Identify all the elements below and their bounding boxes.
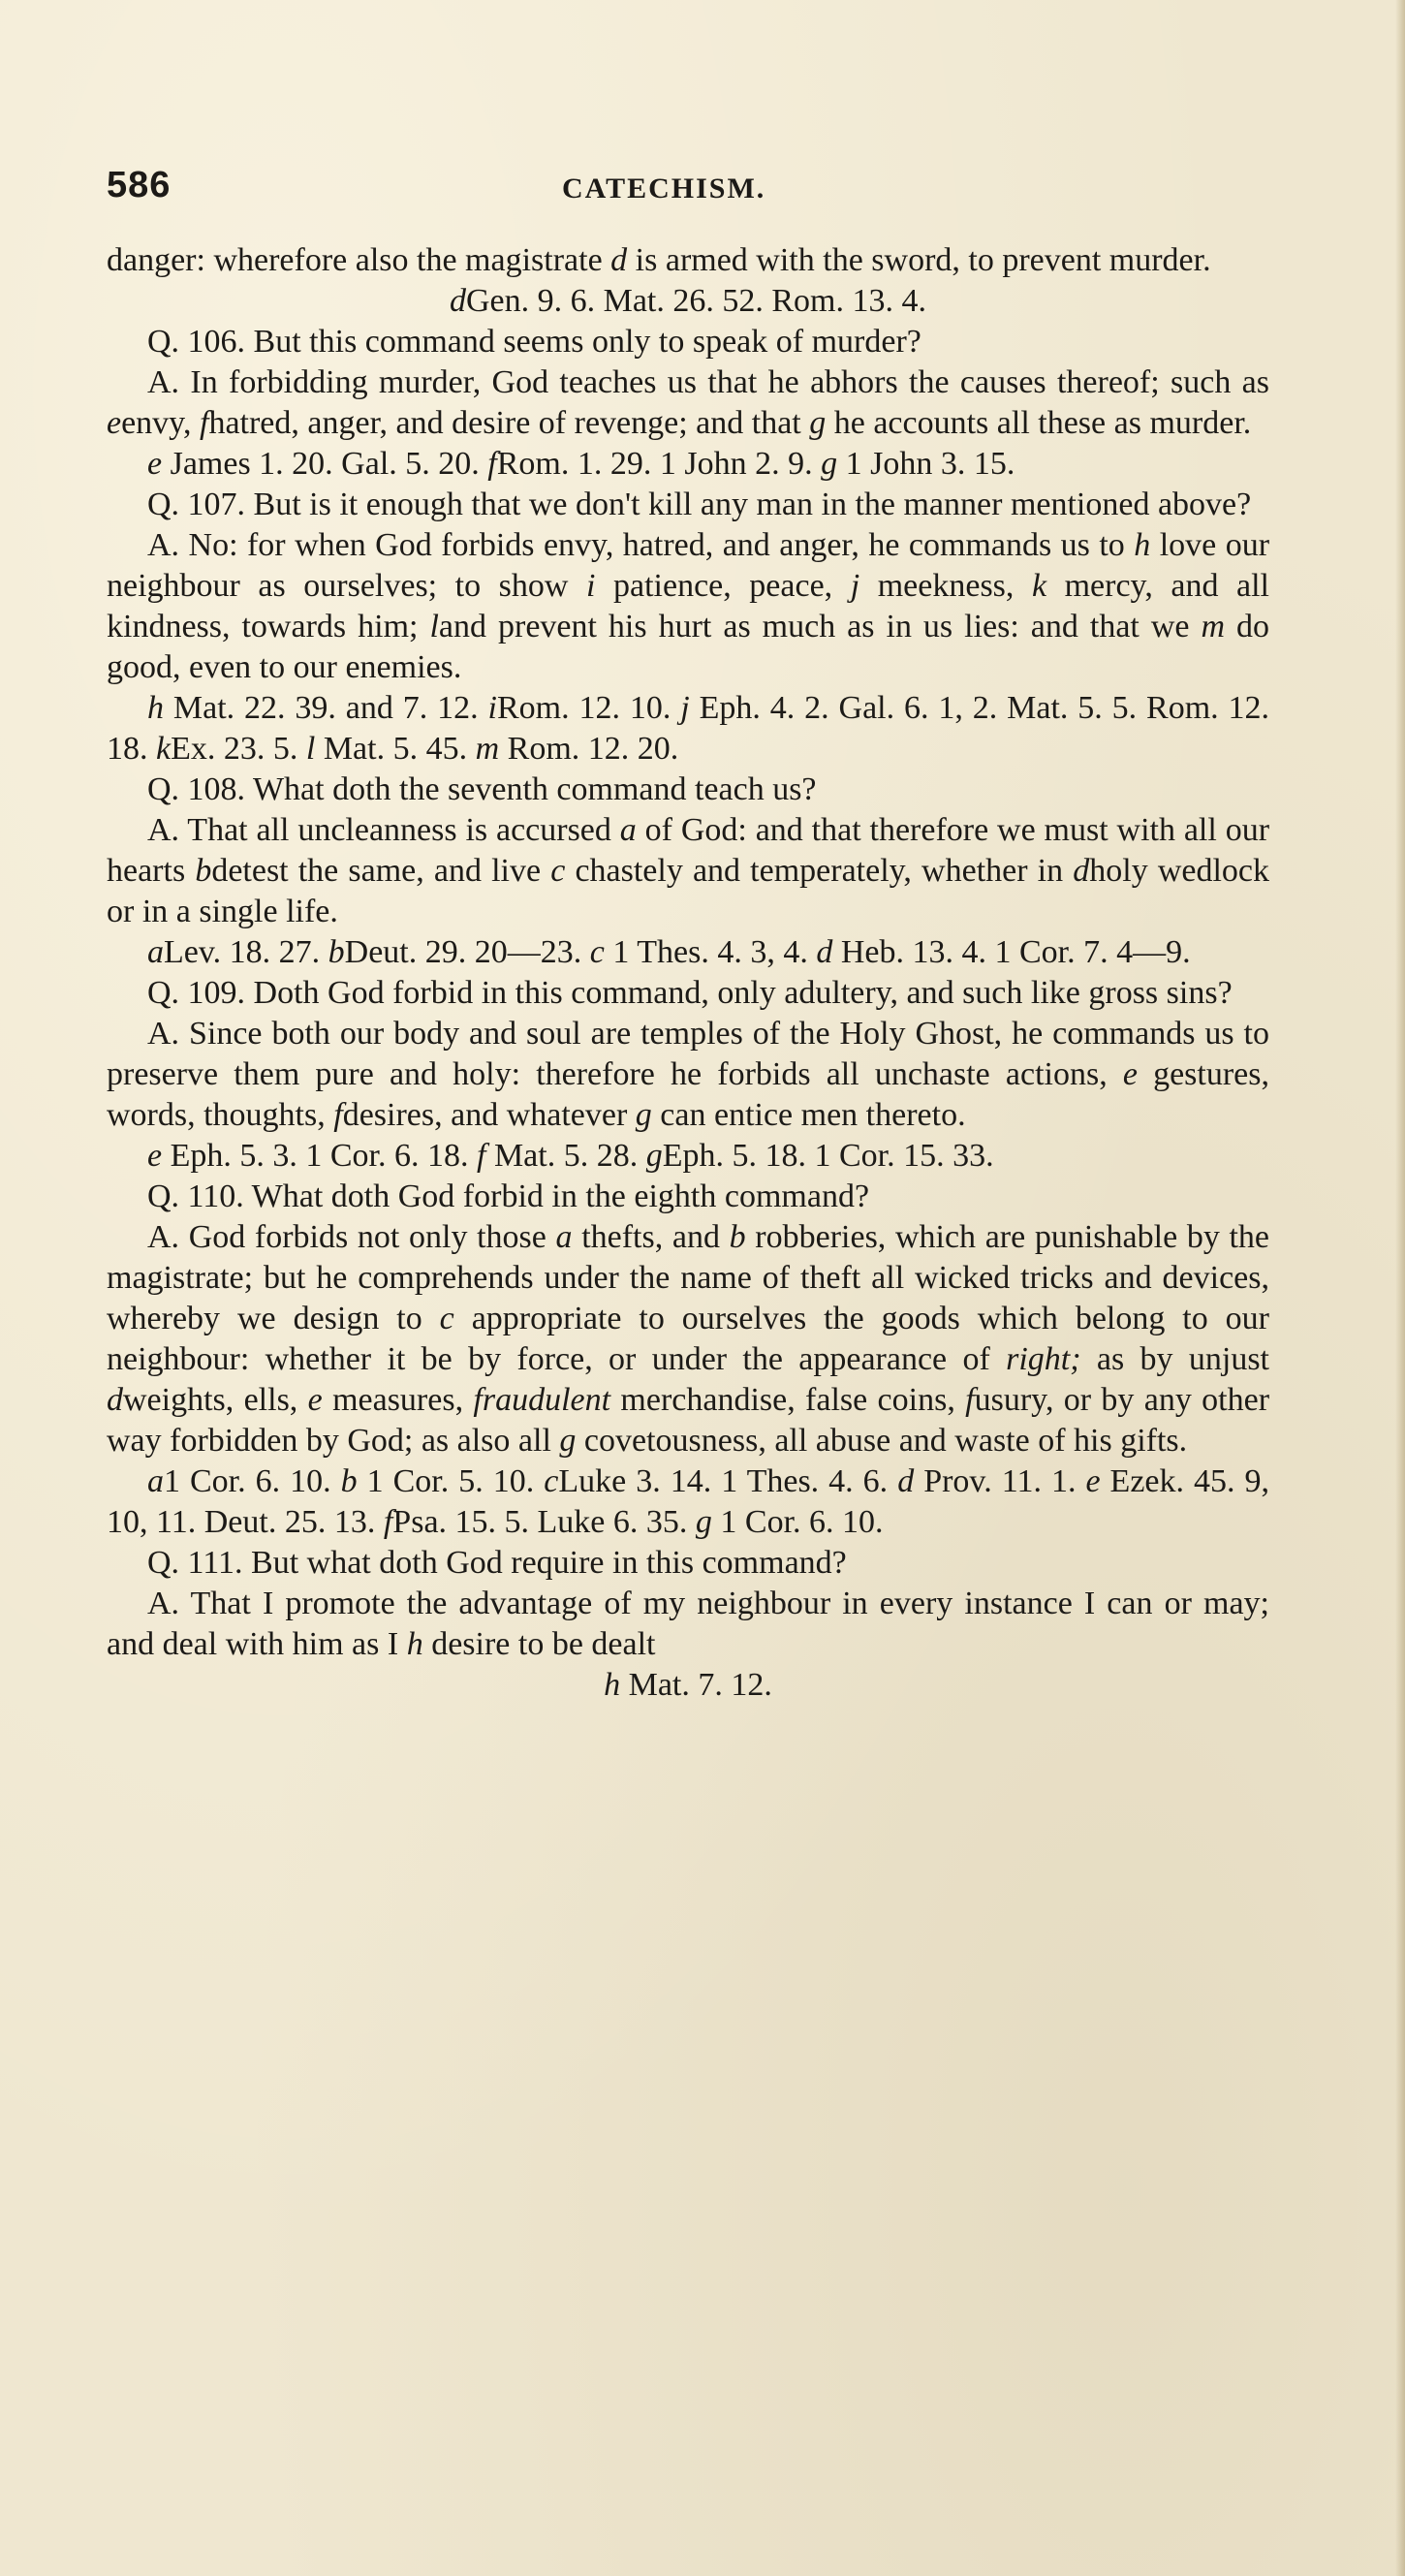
answer-110: A. God forbids not only those a thefts, and b robberies, which are punishable by the magistrate; but he comprehends under the name of theft all wicked tricks and devices, whereby we design to c appropriate to ourselves the goods which belong to our neighbour: whether it be by force, or under the appearance of right; as by unjust dweights, ells, e measures, fraudulent merchandise, false coins, fusury, or by any other way forbidden by God; as also all g covetousness, all abuse and waste of his gifts.	[107, 1219, 1270, 1459]
scripture-reference: aLev. 18. 27. bDeut. 29. 20—23. c 1 Thes. 4. 3, 4. d Heb. 13. 4. 1 Cor. 7. 4—9.	[147, 934, 1191, 970]
question-106: Q. 106. But this command seems only to speak of murder?	[147, 324, 921, 360]
page-edge-shadow	[1395, 0, 1405, 2576]
answer-109: A. Since both our body and soul are temples of the Holy Ghost, he commands us to preserve them pure and holy: therefore he forbids all unchaste actions, e gestures, words, thoughts, fdesires, and whatever g can entice men thereto.	[107, 1016, 1270, 1133]
question-109: Q. 109. Doth God forbid in this command, only adultery, and such like gross sins?	[147, 975, 1233, 1011]
reference-mark: d	[610, 242, 628, 278]
scripture-reference: e James 1. 20. Gal. 5. 20. fRom. 1. 29. 1 John 2. 9. g 1 John 3. 15.	[147, 446, 1015, 482]
scripture-reference: h Mat. 7. 12.	[604, 1667, 772, 1703]
answer-108: A. That all uncleanness is accursed a of God: and that therefore we must with all our hearts bdetest the same, and live c chastely and temperately, whether in dholy wedlock or in a single life.	[107, 812, 1270, 929]
answer-111: A. That I promote the advantage of my neighbour in every instance I can or may; and deal with him as I h desire to be dealt	[107, 1586, 1269, 1662]
page-number: 586	[107, 165, 172, 205]
answer-106: A. In forbidding murder, God teaches us that he abhors the causes thereof; such as eenvy, fhatred, anger, and desire of revenge; and that g he accounts all these as murder.	[107, 364, 1269, 441]
question-108: Q. 108. What doth the seventh command teach us?	[147, 771, 817, 807]
question-107: Q. 107. But is it enough that we don't kill any man in the manner mentioned above?	[147, 487, 1252, 522]
paragraph-danger: danger: wherefore also the magistrate d is armed with the sword, to prevent murder.	[107, 242, 1211, 278]
scripture-reference: dGen. 9. 6. Mat. 26. 52. Rom. 13. 4.	[449, 283, 927, 319]
question-110: Q. 110. What doth God forbid in the eighth command?	[147, 1178, 870, 1214]
running-head: CATECHISM.	[562, 173, 766, 204]
scripture-reference: a1 Cor. 6. 10. b 1 Cor. 5. 10. cLuke 3. 14. 1 Thes. 4. 6. d Prov. 11. 1. e Ezek. 45. 9, 10, 11. Deut. 25. 13. fPsa. 15. 5. Luke 6. 35. g 1 Cor. 6. 10.	[107, 1463, 1269, 1540]
page-text	[107, 165, 1269, 1706]
scripture-reference: e Eph. 5. 3. 1 Cor. 6. 18. f Mat. 5. 28. gEph. 5. 18. 1 Cor. 15. 33.	[147, 1138, 994, 1174]
question-111: Q. 111. But what doth God require in this command?	[147, 1545, 847, 1581]
scripture-reference: h Mat. 22. 39. and 7. 12. iRom. 12. 10. j Eph. 4. 2. Gal. 6. 1, 2. Mat. 5. 5. Rom. 12. 18. kEx. 23. 5. l Mat. 5. 45. m Rom. 12. 20.	[107, 690, 1270, 767]
page-header	[107, 165, 1269, 240]
answer-107: A. No: for when God forbids envy, hatred, and anger, he commands us to h love our neighbour as ourselves; to show i patience, peace, j meekness, k mercy, and all kindness, towards him; land prevent his hurt as much as in us lies: and that we m do good, even to our enemies.	[107, 527, 1270, 685]
